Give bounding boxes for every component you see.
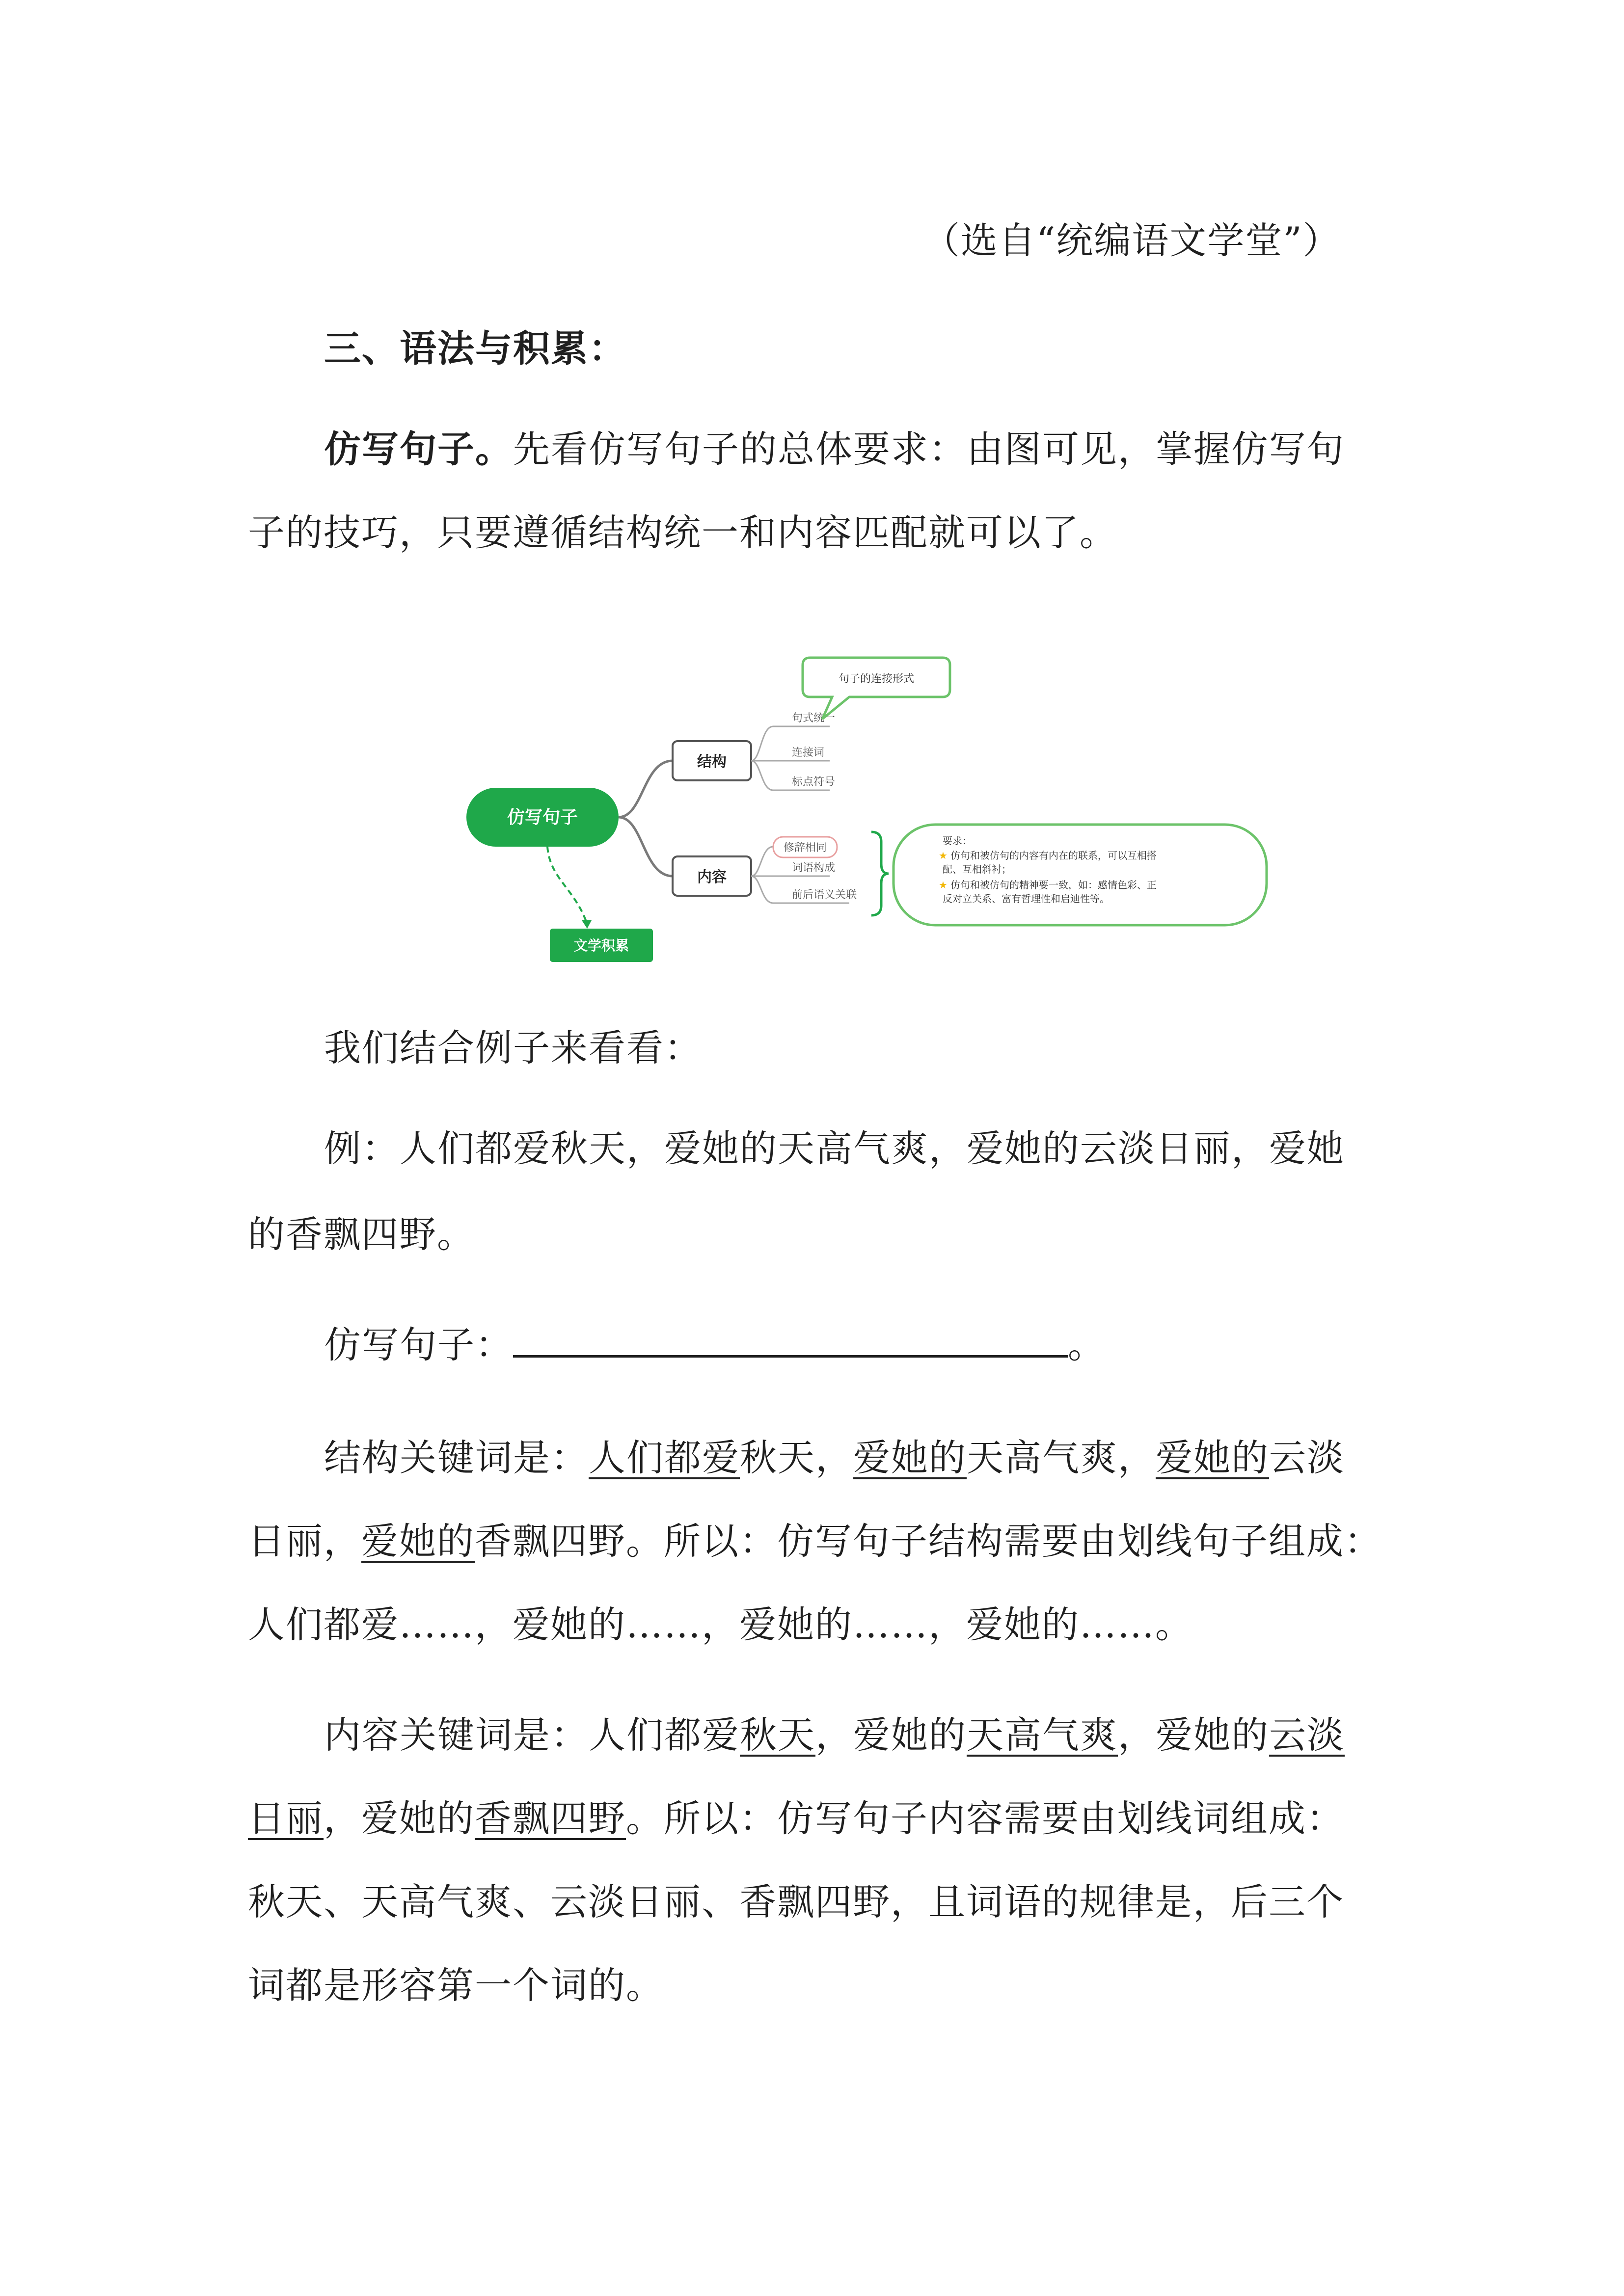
content-keyword: 天高气爽 — [967, 1713, 1118, 1757]
content-keyword: 日丽 — [248, 1797, 324, 1840]
intro-bold: 仿写句子。 — [324, 427, 514, 471]
mindmap-content-item-2: 词语构成 — [792, 862, 836, 874]
mindmap-root-label: 仿写句子 — [507, 807, 578, 828]
content-line-2: 日丽，爱她的香飘四野。所以：仿写句子内容需要由划线词组成： — [248, 1797, 1345, 1840]
content-line-4: 词都是形容第一个词的。 — [248, 1964, 664, 2007]
mindmap-accumulation-label: 文学积累 — [573, 937, 629, 954]
structure-keyword: 爱她的 — [1156, 1436, 1270, 1479]
content-keyword: 秋天 — [740, 1713, 816, 1757]
content-keyword: 云淡 — [1269, 1713, 1345, 1757]
mindmap-figure — [457, 648, 1276, 972]
intro-line-2: 子的技巧，只要遵循结构统一和内容匹配就可以了。 — [248, 511, 1118, 554]
structure-keyword: 爱她的 — [361, 1520, 475, 1563]
structure-keyword: 人们都爱 — [589, 1436, 740, 1479]
content-line-3: 秋天、天高气爽、云淡日丽、香飘四野，且词语的规律是，后三个 — [248, 1880, 1345, 1923]
star-icon: ★ — [939, 879, 947, 891]
imitate-line — [324, 1320, 1106, 1369]
structure-line-1: 结构关键词是：人们都爱秋天，爱她的天高气爽，爱她的云淡 — [324, 1436, 1345, 1479]
mindmap-content-item-1: 修辞相同 — [783, 842, 827, 854]
intro-rest: 先看仿写句子的总体要求：由图可见，掌握仿写句 — [513, 427, 1345, 471]
structure-line-3: 人们都爱……，爱她的……，爱她的……，爱她的……。 — [248, 1603, 1193, 1646]
mindmap-requirements-line-2: 配、互相斜衬； — [943, 863, 1011, 875]
source-citation: （选自“统编语文学堂”） — [923, 219, 1341, 262]
imitate-answer-blank[interactable] — [513, 1321, 1068, 1358]
imitate-label: 仿写句子： — [324, 1323, 514, 1366]
mindmap-content-item-3: 前后语义关联 — [792, 889, 857, 901]
mindmap-structure-bubble-label: 句子的连接形式 — [838, 673, 915, 685]
mindmap-requirements-line-3: 仿句和被仿句的精神要一致，如：感情色彩、正 — [950, 879, 1157, 891]
mindmap-structure-item-1: 句式统一 — [792, 712, 836, 724]
mindmap-structure-label: 结构 — [697, 753, 727, 771]
example-line-1: 例：人们都爱秋天，爱她的天高气爽，爱她的云淡日丽，爱她 — [324, 1127, 1345, 1170]
structure-line-2: 日丽，爱她的香飘四野。所以：仿写句子结构需要由划线句子组成： — [248, 1520, 1382, 1563]
mindmap-structure-item-2: 连接词 — [792, 747, 825, 759]
mindmap-requirements-line-4: 反对立关系、富有哲理性和启迪性等。 — [943, 893, 1110, 905]
star-icon: ★ — [939, 850, 947, 861]
intro-line-1 — [324, 425, 1345, 474]
section-heading: 三、语法与积累： — [324, 327, 627, 370]
mindmap-structure-bubble — [803, 658, 950, 719]
example-line-2: 的香飘四野。 — [248, 1213, 475, 1256]
mindmap-requirements-title: 要求： — [943, 835, 972, 847]
mindmap-content-label: 内容 — [697, 869, 727, 886]
content-keyword: 香飘四野 — [475, 1797, 626, 1840]
mindmap-requirements-line-1: 仿句和被仿句的内容有内在的联系，可以互相搭 — [950, 850, 1157, 861]
mindmap-structure-item-3: 标点符号 — [792, 776, 836, 788]
structure-keyword: 爱她的 — [853, 1436, 967, 1479]
content-line-1: 内容关键词是：人们都爱秋天，爱她的天高气爽，爱她的云淡 — [324, 1713, 1345, 1757]
imitate-end: 。 — [1068, 1323, 1106, 1366]
example-intro: 我们结合例子来看看： — [324, 1026, 703, 1069]
